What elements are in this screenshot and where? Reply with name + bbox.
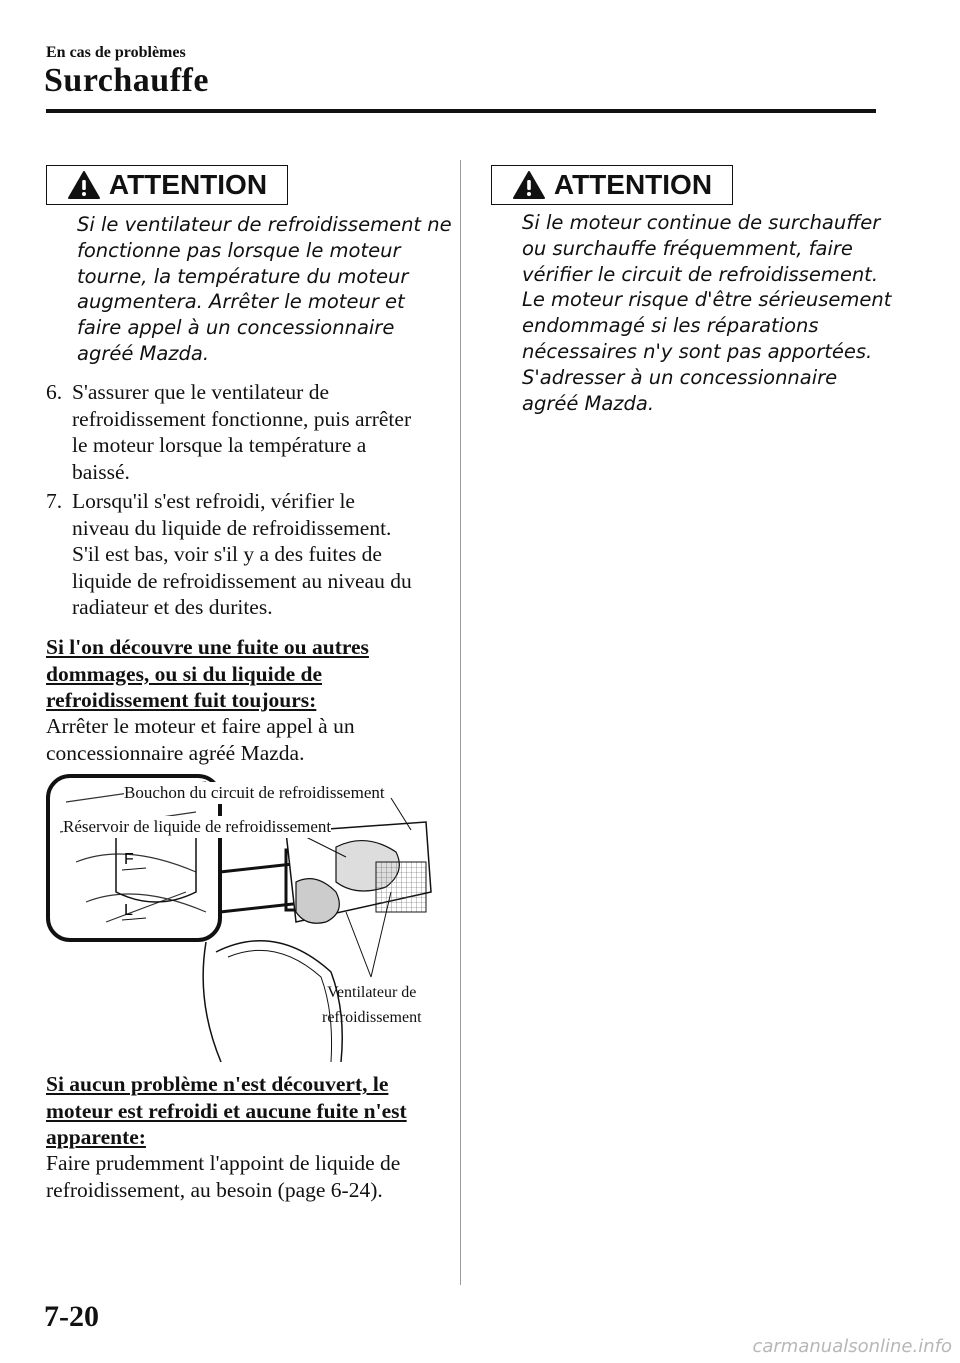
section-label: En cas de problèmes — [46, 44, 186, 61]
attention-text-right — [522, 210, 922, 416]
attention-box-right — [491, 165, 733, 205]
step-line: Lorsqu'il s'est refroidi, vérifier le — [72, 489, 355, 513]
column-divider — [460, 160, 461, 1285]
no-leak-heading — [46, 1071, 407, 1151]
para-line: Arrêter le moteur et faire appel à un — [46, 714, 355, 738]
para-line: refroidissement, au besoin (page 6-24). — [46, 1177, 383, 1202]
watermark: carmanualsonline.info — [752, 1336, 952, 1357]
fan-label — [322, 980, 422, 1030]
step-line: niveau du liquide de refroidissement. — [72, 515, 392, 540]
step-7 — [46, 488, 456, 621]
attention-line: tourne, la température du moteur — [77, 264, 409, 288]
heading-line: Si l'on découvre une fuite ou autres — [46, 635, 369, 659]
reservoir-label: Réservoir de liquide de refroidissement — [63, 817, 332, 836]
attention-label-right: ATTENTION — [553, 169, 713, 200]
step-line: liquide de refroidissement au niveau du — [72, 568, 412, 593]
attention-line: fonctionne pas lorsque le moteur — [77, 238, 401, 262]
attention-line: S'adresser à un concessionnaire — [522, 365, 838, 389]
heading-line: refroidissement fuit toujours: — [46, 688, 317, 712]
attention-line: agréé Mazda. — [77, 341, 210, 365]
step-line: S'assurer que le ventilateur de — [72, 380, 330, 404]
title-rule — [46, 109, 876, 113]
attention-line: endommagé si les réparations — [522, 314, 819, 338]
step-line: S'il est bas, voir s'il y a des fuites de — [72, 542, 382, 566]
attention-line: agréé Mazda. — [522, 391, 655, 415]
page-title: Surchauffe — [44, 62, 209, 99]
attention-line: vérifier le circuit de refroidissement. — [522, 262, 879, 286]
step-number: 7. — [46, 489, 63, 513]
fan-label-line: Ventilateur de — [327, 984, 417, 1001]
heading-line: dommages, ou si du liquide de — [46, 661, 322, 686]
leak-heading — [46, 634, 369, 714]
attention-line: Le moteur risque d'être sérieusement — [522, 288, 892, 312]
step-line: baissé. — [72, 459, 130, 484]
heading-line: Si aucun problème n'est découvert, le — [46, 1072, 389, 1096]
page-number: 7-20 — [44, 1300, 99, 1333]
step-line: refroidissement fonctionne, puis arrêter — [72, 406, 412, 431]
attention-line: faire appel à un concessionnaire — [77, 316, 395, 340]
reservoir-mark-f: F — [124, 851, 134, 868]
warning-icon — [512, 170, 546, 200]
step-number: 6. — [46, 380, 63, 404]
para-line: Faire prudemment l'appoint de liquide de — [46, 1151, 401, 1175]
attention-line: augmentera. Arrêter le moteur et — [77, 290, 405, 314]
step-line: le moteur lorsque la température a — [72, 433, 367, 457]
attention-text-left — [77, 212, 457, 367]
attention-box-left — [46, 165, 288, 205]
para-line: concessionnaire agréé Mazda. — [46, 740, 305, 765]
heading-line: apparente: — [46, 1125, 146, 1149]
reservoir-mark-l: L — [124, 902, 133, 919]
attention-line: Si le moteur continue de surchauffer — [522, 211, 881, 234]
attention-line: Si le ventilateur de refroidissement ne — [77, 213, 452, 236]
attention-line: ou surchauffe fréquemment, faire — [522, 236, 853, 260]
fan-label-line: refroidissement — [322, 1009, 422, 1026]
cap-label: Bouchon du circuit de refroidissement — [124, 783, 385, 802]
warning-icon — [67, 170, 101, 200]
step-6 — [46, 379, 456, 485]
attention-line: nécessaires n'y sont pas apportées. — [522, 339, 873, 363]
step-line: radiateur et des durites. — [72, 595, 273, 619]
heading-line: moteur est refroidi et aucune fuite n'est — [46, 1098, 407, 1123]
cooling-system-figure — [46, 772, 436, 1062]
attention-label-left: ATTENTION — [108, 169, 268, 200]
no-leak-text — [46, 1150, 400, 1203]
leak-text — [46, 713, 355, 766]
